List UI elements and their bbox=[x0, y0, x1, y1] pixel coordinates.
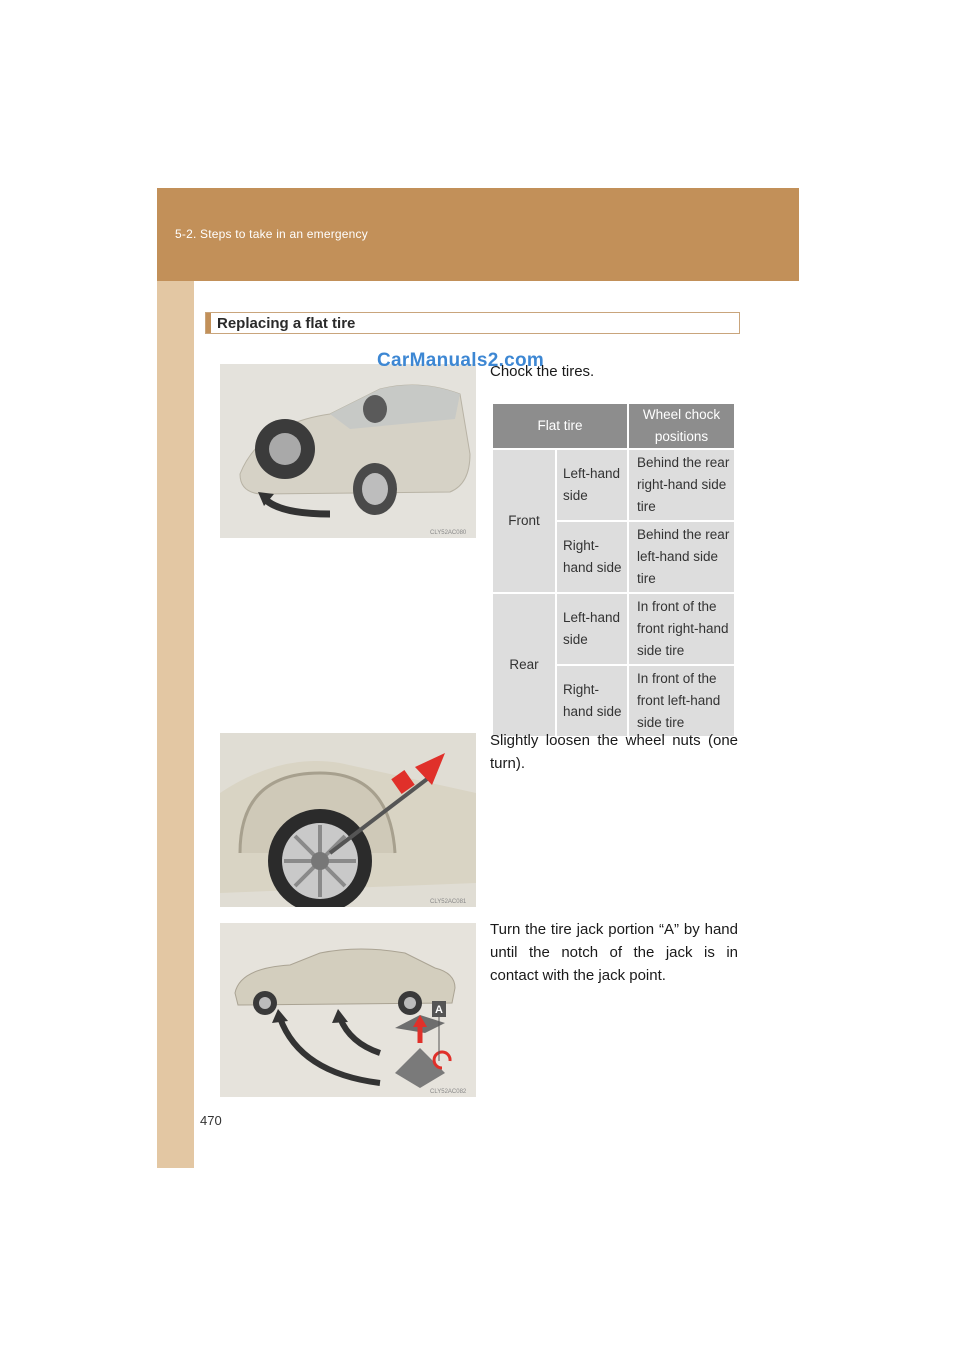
illustration-code: CLY52AC082 bbox=[430, 1089, 467, 1095]
side-strip bbox=[157, 281, 194, 1168]
table-cell: In front of the front right-hand side tire bbox=[629, 594, 734, 664]
table-header: Wheel chock positions bbox=[629, 404, 734, 448]
section-title-accent bbox=[206, 313, 211, 333]
table-header-row bbox=[493, 404, 734, 448]
table-cell: Behind the rear right-hand side tire bbox=[629, 450, 734, 520]
table-cell: Left-hand side bbox=[557, 594, 627, 664]
illustration-jack bbox=[220, 923, 476, 1097]
table-cell: In front of the front left-hand side tire bbox=[629, 666, 734, 736]
table-group-cell: Rear bbox=[493, 594, 555, 736]
illustration-chock-tires bbox=[220, 364, 476, 538]
illustration-code: CLY52AC080 bbox=[430, 530, 467, 536]
watermark: CarManuals2.com bbox=[377, 350, 545, 371]
illustration-code: CLY52AC081 bbox=[430, 899, 467, 905]
table-group-cell: Front bbox=[493, 450, 555, 592]
wheel-chock-table bbox=[491, 402, 736, 738]
illustration-loosen-nuts bbox=[220, 733, 476, 907]
section-title-box bbox=[205, 312, 740, 334]
header-section-title: 5-2. Steps to take in an emergency bbox=[175, 227, 368, 241]
table-header: Flat tire bbox=[493, 404, 627, 448]
step-1-text: Chock the tires. bbox=[490, 363, 595, 380]
page-number: 470 bbox=[200, 1113, 222, 1128]
table-cell: Behind the rear left-hand side tire bbox=[629, 522, 734, 592]
table-cell: Left-hand side bbox=[557, 450, 627, 520]
section-title: Replacing a flat tire bbox=[217, 315, 356, 332]
table-row bbox=[493, 594, 734, 664]
table-cell: Right-hand side bbox=[557, 522, 627, 592]
table-row bbox=[493, 450, 734, 520]
table-cell: Right-hand side bbox=[557, 666, 627, 736]
step-2-text: Slightly loosen the wheel nuts (one turn). bbox=[490, 732, 738, 772]
jack-label: A bbox=[435, 1004, 443, 1016]
step-3-text: Turn the tire jack portion “A” by hand until the notch of the jack is in contact with the jack point. bbox=[490, 921, 738, 984]
